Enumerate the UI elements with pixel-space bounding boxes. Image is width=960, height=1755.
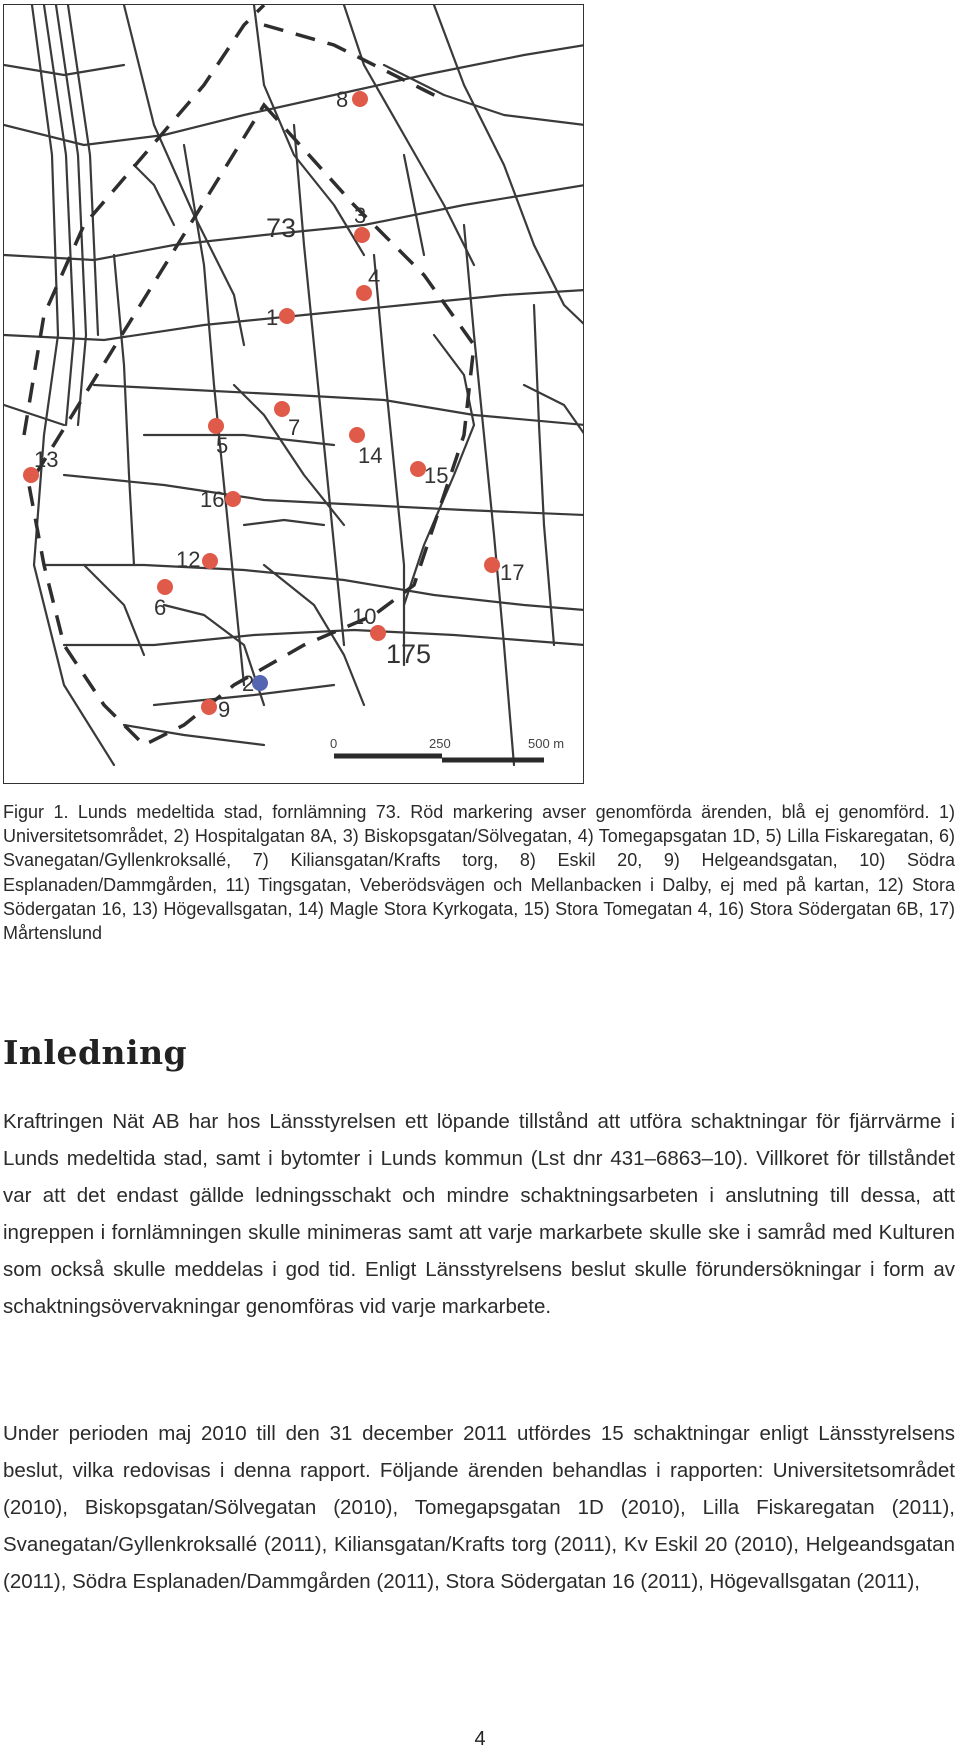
city-map	[3, 4, 584, 784]
map-marker-2	[252, 675, 268, 691]
map-marker-label-17: 17	[500, 560, 525, 585]
map-marker-label-8: 8	[336, 87, 349, 112]
map-marker-label-7: 7	[288, 415, 301, 440]
scale-label-250: 250	[429, 736, 451, 751]
map-marker-label-4: 4	[368, 265, 381, 290]
map-marker-label-3: 3	[354, 203, 367, 228]
map-marker-label-12: 12	[176, 547, 201, 572]
map-marker-label-6: 6	[154, 595, 167, 620]
body-paragraph: Under perioden maj 2010 till den 31 december 2011 utfördes 15 schaktningar enligt Länsstyrelsens beslut, vilka redovisas i denna rapport. Följande ärenden behandlas i rapporten: Universitetsområdet (2010), Biskopsgatan/Sölvegatan (2010), Tomegapsgatan 1D (2010), Lilla Fiskaregatan (2011), Svanegatan/Gyllenkroksallé (2011), Kiliansgatan/Krafts torg (2011), Kv Eskil 20 (2010), Helgeandsgatan (2011), Södra Esplanaden/Dammgården (2011), Stora Södergatan 16 (2011), Högevallsgatan (2011),	[3, 1422, 955, 1593]
map-marker-14	[349, 427, 365, 443]
map-marker-label-1: 1	[266, 305, 279, 330]
map-marker-1	[279, 308, 295, 324]
map-marker-3	[354, 227, 370, 243]
map-marker-label-10: 10	[352, 604, 377, 629]
scale-bar	[330, 736, 564, 760]
map-marker-6	[157, 579, 173, 595]
block-label-73: 73	[266, 213, 297, 243]
map-marker-9	[201, 699, 217, 715]
map-drawing	[4, 5, 584, 784]
map-marker-label-5: 5	[216, 433, 229, 458]
map-marker-label-15: 15	[424, 463, 449, 488]
map-marker-5	[208, 418, 224, 434]
scale-label-0: 0	[330, 736, 338, 751]
map-marker-label-14: 14	[358, 443, 383, 468]
body-paragraph: Kraftringen Nät AB har hos Länsstyrelsen ett löpande tillstånd att utföra schaktningar för fjärrvärme i Lunds medeltida stad, samt i bytomter i Lunds kommun (Lst dnr 431–6863–10). Villkoret för tillståndet var att det endast gällde ledningsschakt och mindre schaktningsarbeten i anslutning till dessa, att ingreppen i fornlämningen skulle minimeras samt att varje markarbete skulle ske i samråd med Kulturen som också skulle meddelas i god tid. Enligt Länsstyrelsens beslut skulle förundersökningar i form av schaktningsövervakningar genomföras vid varje markarbete.	[3, 1110, 955, 1318]
map-marker-12	[202, 553, 218, 569]
map-marker-label-2: 2	[242, 671, 255, 696]
map-marker-17	[484, 557, 500, 573]
map-marker-16	[225, 491, 241, 507]
section-heading: Inledning	[3, 1033, 188, 1072]
map-marker-8	[352, 91, 368, 107]
block-label-175: 175	[386, 639, 432, 669]
page-number: 4	[474, 1728, 486, 1750]
map-marker-label-9: 9	[218, 697, 231, 722]
scale-label-500: 500 m	[528, 736, 565, 751]
map-marker-label-16: 16	[200, 487, 225, 512]
map-marker-label-13: 13	[34, 447, 59, 472]
figure-caption: Figur 1. Lunds medeltida stad, fornlämning 73. Röd markering avser genomförda ärenden, blå ej genomförd. 1) Universitetsområdet, 2) Hospitalgatan 8A, 3) Biskopsgatan/Sölvegatan, 4) Tomegapsgatan 1D, 5) Lilla Fiskaregatan, 6) Svanegatan/Gyllenkroksallé, 7) Kiliansgatan/Krafts torg, 8) Eskil 20, 9) Helgeandsgatan, 10) Södra Esplanaden/Dammgården, 11) Tingsgatan, Veberödsvägen och Mellanbacken i Dalby, ej med på kartan, 12) Stora Södergatan 16, 13) Högevallsgatan, 14) Magle Stora Kyrkogata, 15) Stora Tomegatan 4, 16) Stora Södergatan 6B, 17) Mårtenslund	[3, 802, 955, 944]
